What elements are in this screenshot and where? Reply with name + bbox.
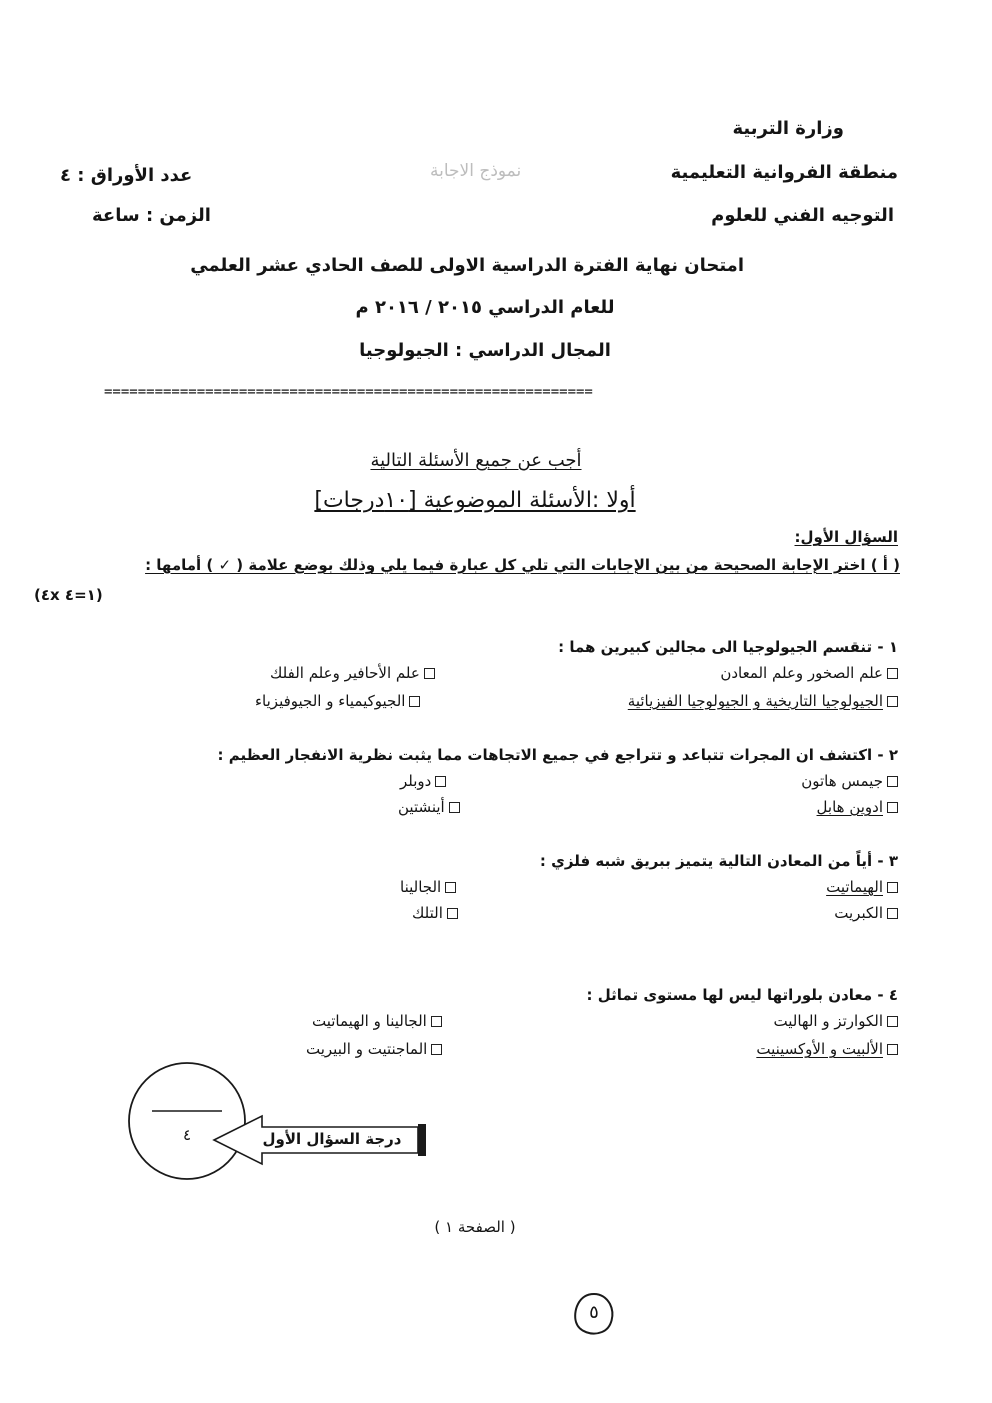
score-label: درجة السؤال الأول <box>262 1130 402 1148</box>
item1-option-b[interactable]: علم الأحافير وعلم الفلك <box>270 664 435 682</box>
item1-option-c[interactable]: الجيولوجيا التاريخية و الجيولوجيا الفيزيائية <box>628 692 898 710</box>
checkbox[interactable] <box>409 696 420 707</box>
exam-duration: الزمن : ساعة <box>92 205 211 226</box>
checkbox[interactable] <box>431 1044 442 1055</box>
page-mark-digit: ٥ <box>589 1302 599 1323</box>
item4-stem: ٤ - معادن بلوراتها ليس لها مستوى تماثل : <box>586 986 898 1004</box>
checkbox[interactable] <box>887 668 898 679</box>
score-total: ٤ <box>182 1126 192 1144</box>
checkbox[interactable] <box>445 882 456 893</box>
item3-option-b[interactable]: الجالينا <box>400 878 456 896</box>
pages-count: عدد الأوراق : ٤ <box>60 165 193 186</box>
item1-option-a[interactable]: علم الصخور وعلم المعادن <box>720 664 898 682</box>
checkbox[interactable] <box>887 696 898 707</box>
objective-section-title: أولا :الأسئلة الموضوعية [١٠درجات] <box>314 488 636 513</box>
checkbox[interactable] <box>887 908 898 919</box>
item2-option-c[interactable]: ادوين هابل <box>817 798 898 816</box>
item4-option-d[interactable]: الماجنتيت و البيريت <box>306 1040 442 1058</box>
separator-line: ========================================================== <box>104 384 593 400</box>
item2-option-a[interactable]: جيمس هاتون <box>801 772 898 790</box>
department-name: التوجيه الفني للعلوم <box>711 205 894 226</box>
item4-option-b[interactable]: الجالينا و الهيماتيت <box>312 1012 442 1030</box>
checkbox[interactable] <box>887 1016 898 1027</box>
exam-year: للعام الدراسي ٢٠١٥ / ٢٠١٦ م <box>355 297 615 318</box>
item2-option-d[interactable]: أينشتين <box>398 798 460 816</box>
exam-subject: المجال الدراسي : الجيولوجيا <box>359 340 611 361</box>
answer-model-watermark: نموذج الاجابة <box>430 161 522 181</box>
ministry-name: وزارة التربية <box>732 118 844 139</box>
checkbox[interactable] <box>887 776 898 787</box>
answer-all-instruction: أجب عن جميع الأسئلة التالية <box>370 450 582 471</box>
item3-option-d[interactable]: التلك <box>412 904 458 922</box>
exam-title: امتحان نهاية الفترة الدراسية الاولى للصف الحادي عشر العلمي <box>190 255 744 276</box>
item1-option-d[interactable]: الجيوكيمياء و الجيوفيزياء <box>255 692 420 710</box>
checkbox[interactable] <box>431 1016 442 1027</box>
item1-stem: ١ - تنقسم الجيولوجيا الى مجالين كبيرين هما : <box>558 638 898 656</box>
item4-option-a[interactable]: الكوارتز و الهاليت <box>774 1012 898 1030</box>
handwritten-page-mark <box>570 1290 618 1338</box>
question1-marks: (٤x ١=٤) <box>34 586 103 604</box>
item4-option-c[interactable]: الألبيت و الأوكسينيت <box>756 1040 898 1058</box>
page-number: ( الصفحة ١ ) <box>434 1218 516 1236</box>
checkbox[interactable] <box>887 882 898 893</box>
checkbox[interactable] <box>435 776 446 787</box>
item2-option-b[interactable]: دوبلر <box>400 772 446 790</box>
checkbox[interactable] <box>887 802 898 813</box>
item2-stem: ٢ - اكتشف ان المجرات تتباعد و تتراجع في جميع الاتجاهات مما يثبت نظرية الانفجار العظيم : <box>217 746 898 764</box>
checkbox[interactable] <box>424 668 435 679</box>
checkbox[interactable] <box>447 908 458 919</box>
checkbox[interactable] <box>449 802 460 813</box>
district-name: منطقة الفروانية التعليمية <box>670 162 898 183</box>
checkbox[interactable] <box>887 1044 898 1055</box>
question1-label: السؤال الأول: <box>794 528 898 546</box>
item3-stem: ٣ - أياً من المعادن التالية يتميز ببريق شبه فلزي : <box>539 852 898 870</box>
item3-option-c[interactable]: الكبريت <box>834 904 898 922</box>
item3-option-a[interactable]: الهيماتيت <box>826 878 898 896</box>
question1-instruction: ( أ ) اختر الإجابة الصحيحة من بين الإجابات التي تلي كل عبارة فيما يلي وذلك بوضع علامة ( ✓ ) أمامها : <box>145 556 900 574</box>
